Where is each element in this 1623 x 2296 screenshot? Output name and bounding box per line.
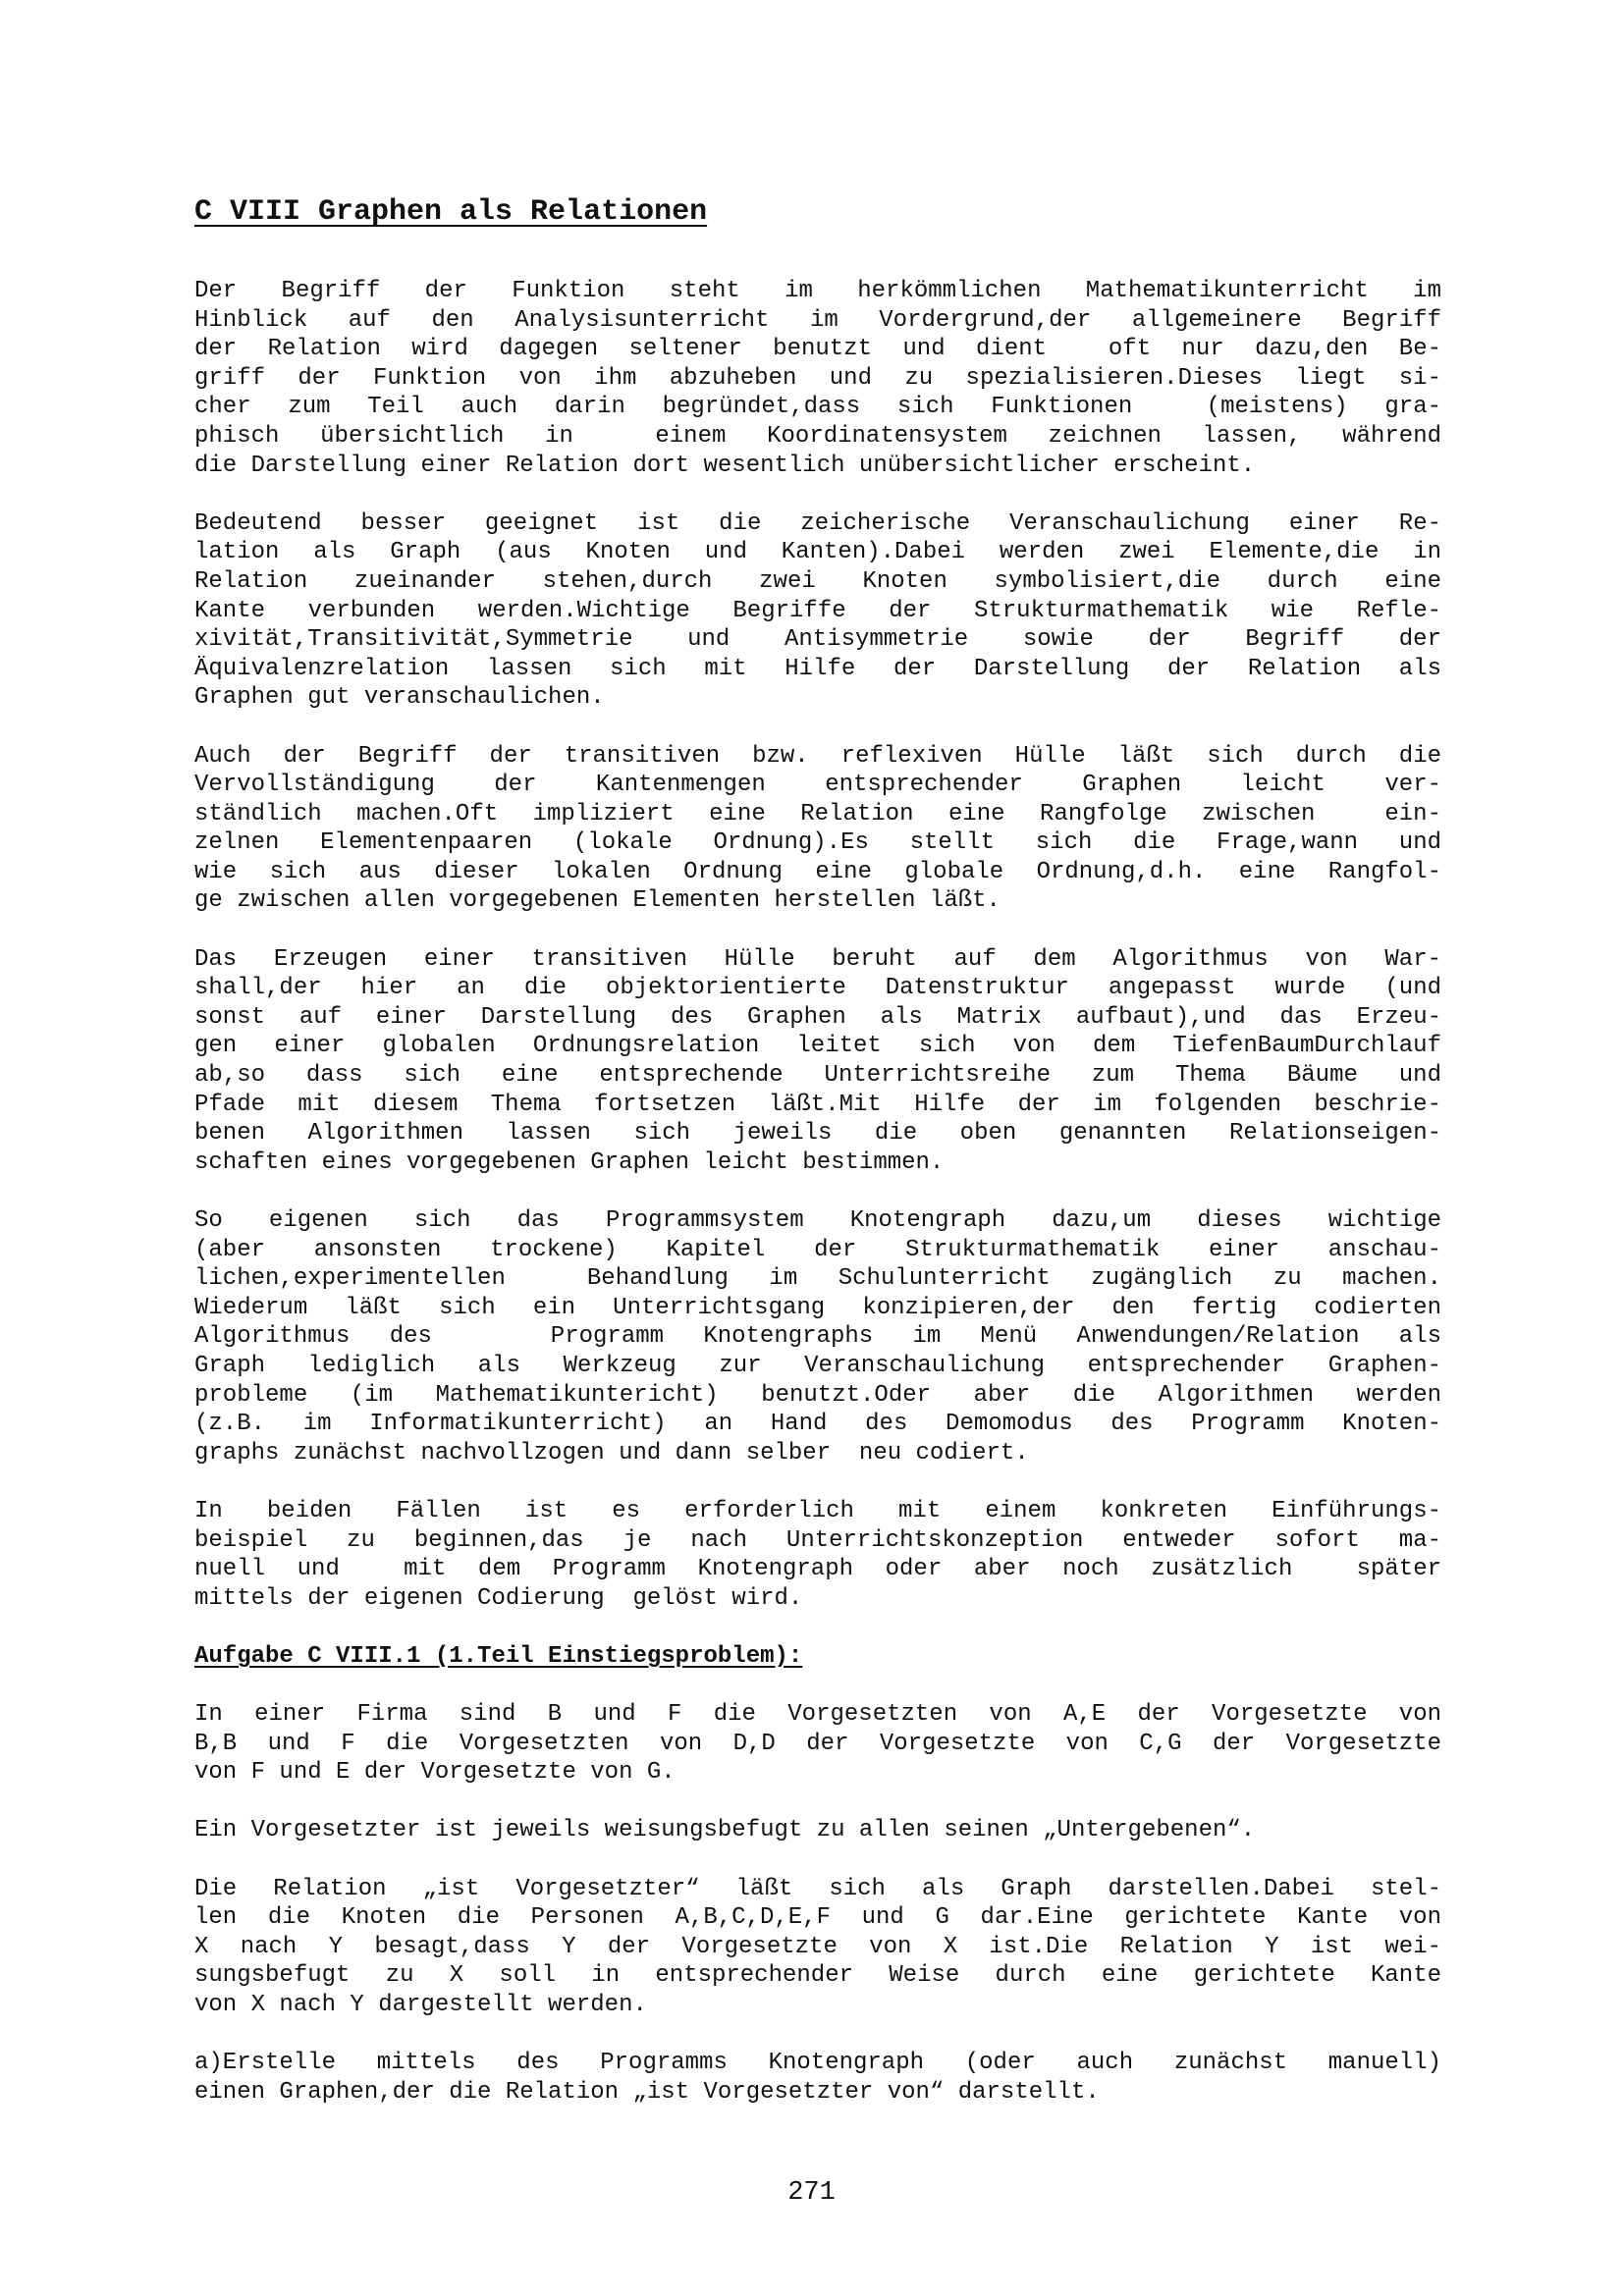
task-section <box>194 1700 1441 2107</box>
paragraph-2: Bedeutend besser geeignet ist die zeicherische Veranschaulichung einer Re- lation als Graph (aus Knoten und Kanten).Dabei werden zwei Elemente,die in Relation zueinander stehen,durch zwei Knoten symbolisiert,die durch eine Kante verbunden werden.Wichtige Begriffe der Strukturmathematik wie Refle- xivität,Transitivität,Symmetrie und Antisymmetrie sowie der Begriff der Äquivalenzrelation lassen sich mit Hilfe der Darstellung der Relation als Graphen gut veranschaulichen. <box>194 509 1441 712</box>
paragraph-5: So eigenen sich das Programmsystem Knotengraph dazu,um dieses wichtige (aber ansonsten trockene) Kapitel der Strukturmathematik einer anschau- lichen,experimentellen Behandlung im Schulunterricht zugänglich zu machen. Wiederum läßt sich ein Unterrichtsgang konzipieren,der den fertig codierten Algorithmus des Programm Knotengraphs im Menü Anwendungen/Relation als Graph lediglich als Werkzeug zur Veranschaulichung entsprechender Graphen- probleme (im Mathematikuntericht) benutzt.Oder aber die Algorithmen werden (z.B. im Informatikunterricht) an Hand des Demomodus des Programm Knoten- graphs zunächst nachvollzogen und dann selber neu codiert. <box>194 1207 1441 1467</box>
paragraph-3: Auch der Begriff der transitiven bzw. reflexiven Hülle läßt sich durch die Vervollständigung der Kantenmengen entsprechender Graphen leicht ver- ständlich machen.Oft impliziert eine Relation eine Rangfolge zwischen ein- zelnen Elementenpaaren (lokale Ordnung).Es stellt sich die Frage,wann und wie sich aus dieser lokalen Ordnung eine globale Ordnung,d.h. eine Rangfol- ge zwischen allen vorgegebenen Elementen herstellen läßt. <box>194 742 1441 915</box>
task-paragraph-1: In einer Firma sind B und F die Vorgesetzten von A,E der Vorgesetzte von B,B und F die Vorgesetzten von D,D der Vorgesetzte von C,G der Vorgesetzte von F und E der Vorgesetzte von G. <box>194 1701 1441 1787</box>
task-paragraph-4: a)Erstelle mittels des Programms Knotengraph (oder auch zunächst manuell) einen Graphen,der die Relation „ist Vorgesetzter von“ darstellt. <box>194 2050 1441 2106</box>
chapter-title: C VIII Graphen als Relationen <box>194 195 708 229</box>
page-number: 271 <box>787 2178 836 2208</box>
intro-section <box>194 277 1441 1613</box>
document-page <box>194 192 1441 2136</box>
task-heading: Aufgabe C VIII.1 (1.Teil Einstiegsproblem): <box>194 1642 803 1670</box>
task-paragraph-2: Ein Vorgesetzter ist jeweils weisungsbefugt zu allen seinen „Untergebenen“. <box>194 1817 1256 1844</box>
paragraph-1: Der Begriff der Funktion steht im herkömmlichen Mathematikunterricht im Hinblick auf den Analysisunterricht im Vordergrund,der allgemeinere Begriff der Relation wird dagegen seltener benutzt und dient oft nur dazu,den Be- griff der Funktion von ihm abzuheben und zu spezialisieren.Dieses liegt si- cher zum Teil auch darin begründet,dass sich Funktionen (meistens) gra- phisch übersichtlich in einem Koordinatensystem zeichnen lassen, während die Darstellung einer Relation dort wesentlich unübersichtlicher erscheint. <box>194 278 1441 479</box>
paragraph-6: In beiden Fällen ist es erforderlich mit einem konkreten Einführungs- beispiel zu beginnen,das je nach Unterrichtskonzeption entweder sofort ma- nuell und mit dem Programm Knotengraph oder aber noch zusätzlich später mittels der eigenen Codierung gelöst wird. <box>194 1497 1441 1612</box>
task-paragraph-3: Die Relation „ist Vorgesetzter“ läßt sich als Graph darstellen.Dabei stel- len die Knoten die Personen A,B,C,D,E,F und G dar.Eine gerichtete Kante von X nach Y besagt,dass Y der Vorgesetzte von X ist.Die Relation Y ist wei- sungsbefugt zu X soll in entsprechender Weise durch eine gerichtete Kante von X nach Y dargestellt werden. <box>194 1875 1441 2019</box>
paragraph-4: Das Erzeugen einer transitiven Hülle beruht auf dem Algorithmus von War- shall,der hier an die objektorientierte Datenstruktur angepasst wurde (und sonst auf einer Darstellung des Graphen als Matrix aufbaut),und das Erzeu- gen einer globalen Ordnungsrelation leitet sich von dem TiefenBaumDurchlauf ab,so dass sich eine entsprechende Unterrichtsreihe zum Thema Bäume und Pfade mit diesem Thema fortsetzen läßt.Mit Hilfe der im folgenden beschrie- benen Algorithmen lassen sich jeweils die oben genannten Relationseigen- schaften eines vorgegebenen Graphen leicht bestimmen. <box>194 945 1441 1176</box>
